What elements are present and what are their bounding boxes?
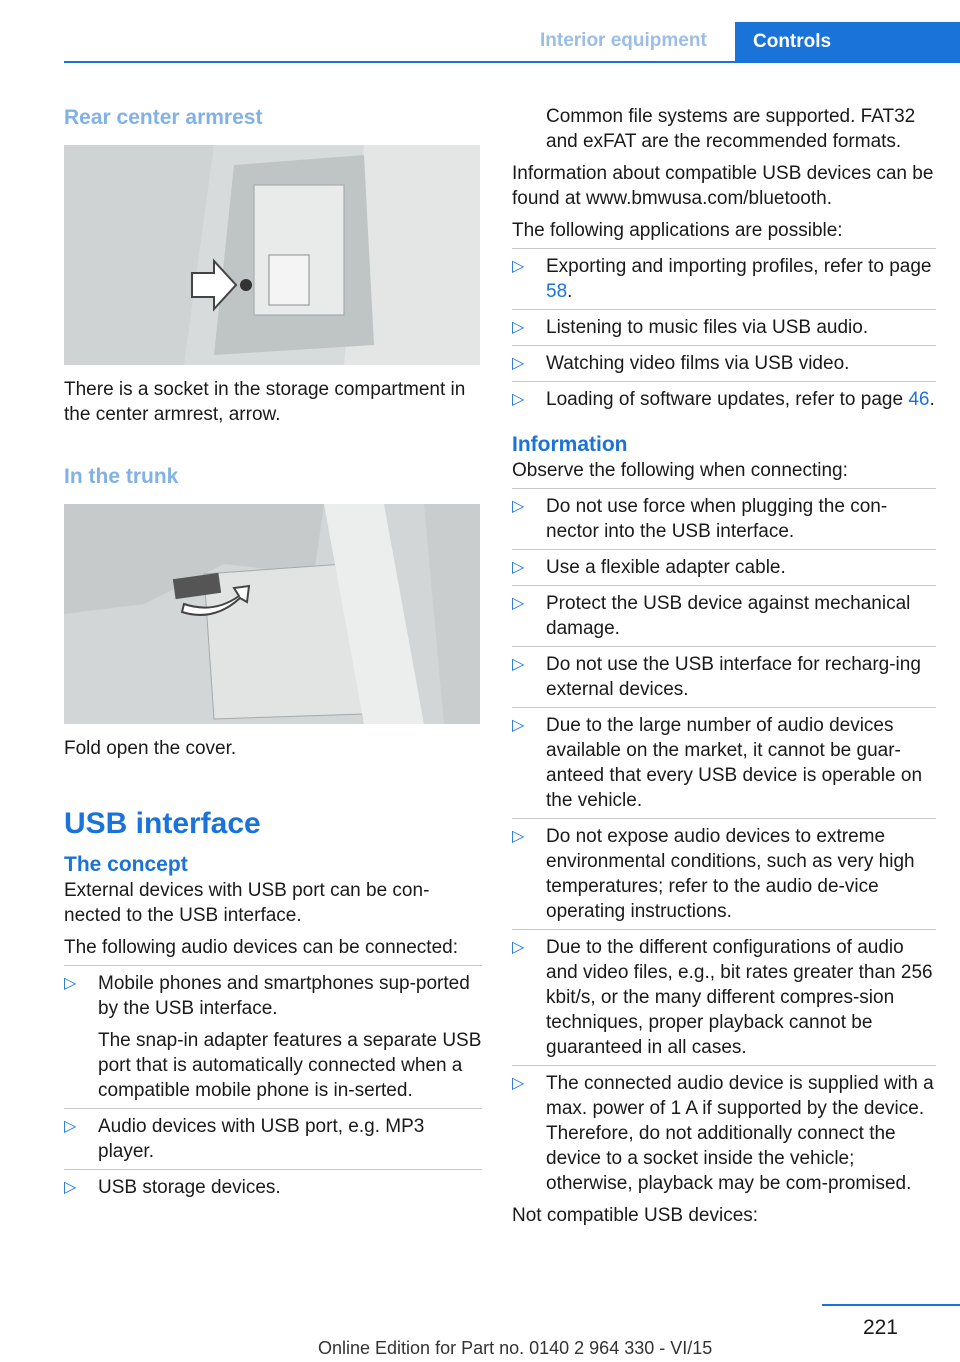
list-item-text: The connected audio device is supplied with a max. power of 1 A if supported by the device. Therefore, do not additionally connect the device to a socket inside the vehicle; otherwise, playback may be com-promised. xyxy=(546,1073,934,1194)
bullet-arrow-icon: ▷ xyxy=(512,258,525,275)
bullet-arrow-icon: ▷ xyxy=(512,559,525,576)
devices-list xyxy=(64,965,482,1205)
list-item xyxy=(64,965,482,1108)
rear-armrest-illustration xyxy=(64,145,480,365)
list-item xyxy=(512,309,936,345)
bullet-arrow-icon: ▷ xyxy=(512,828,525,845)
rear-armrest-heading: Rear center armrest xyxy=(64,106,263,129)
observe-intro: Observe the following when connecting: xyxy=(512,460,848,481)
list-item-text: Mobile phones and smartphones sup-ported by the USB interface. xyxy=(98,973,470,1019)
header-rule xyxy=(64,61,960,63)
list-item-text: Due to the large number of audio devices available on the market, it cannot be guar-anteed that every USB device is operable on the vehicle. xyxy=(546,715,923,811)
bullet-arrow-icon: ▷ xyxy=(512,1075,525,1092)
list-item-text: Use a flexible adapter cable. xyxy=(546,557,786,578)
list-item-text: Protect the USB device against mechanical damage. xyxy=(546,593,911,639)
list-item xyxy=(512,707,936,818)
bullet-arrow-icon: ▷ xyxy=(512,319,525,336)
usb-interface-heading: USB interface xyxy=(64,807,261,840)
bullet-arrow-icon: ▷ xyxy=(512,391,525,408)
bullet-arrow-icon: ▷ xyxy=(512,717,525,734)
edition-footer: Online Edition for Part no. 0140 2 964 330 - VI/15 xyxy=(318,1338,713,1358)
list-item-text: Do not use the USB interface for recharg-ing external devices. xyxy=(546,654,921,700)
trunk-heading: In the trunk xyxy=(64,465,179,488)
not-compatible-intro: Not compatible USB devices: xyxy=(512,1205,759,1226)
list-item-text: Audio devices with USB port, e.g. MP3 player. xyxy=(98,1116,425,1162)
observe-list xyxy=(512,488,936,1201)
list-item xyxy=(512,818,936,929)
left-column xyxy=(64,104,482,1205)
list-item-text: Watching video films via USB video. xyxy=(546,353,850,374)
list-item xyxy=(512,585,936,646)
list-item-text: Exporting and importing profiles, refer to page xyxy=(546,256,932,277)
bullet-arrow-icon: ▷ xyxy=(64,975,77,992)
right-column xyxy=(512,104,936,1228)
applications-list xyxy=(512,248,936,417)
snap-in-note: The snap-in adapter features a separate USB port that is automatically connected when a compatible mobile phone is in-serted. xyxy=(98,1030,482,1101)
concept-heading: The concept xyxy=(64,853,188,876)
page-link-58[interactable]: 58 xyxy=(546,281,568,302)
trunk-caption: Fold open the cover. xyxy=(64,738,237,759)
bullet-arrow-icon: ▷ xyxy=(64,1179,77,1196)
list-item xyxy=(512,248,936,309)
bullet-arrow-icon: ▷ xyxy=(64,1118,77,1135)
concept-text: External devices with USB port can be con-nected to the USB interface. xyxy=(64,880,430,926)
apps-intro: The following applications are possible: xyxy=(512,220,843,241)
list-item xyxy=(512,646,936,707)
compatible-devices-info: Information about compatible USB devices can be found at www.bmwusa.com/bluetooth. xyxy=(512,163,934,209)
list-item-punct: . xyxy=(567,281,573,302)
list-item-text: Loading of software updates, refer to page xyxy=(546,389,909,410)
list-item-text: Do not use force when plugging the con-nector into the USB interface. xyxy=(546,496,888,542)
bullet-arrow-icon: ▷ xyxy=(512,939,525,956)
bullet-arrow-icon: ▷ xyxy=(512,656,525,673)
list-item-text: USB storage devices. xyxy=(98,1177,281,1198)
list-item-text: Listening to music files via USB audio. xyxy=(546,317,869,338)
devices-intro: The following audio devices can be connected: xyxy=(64,937,458,958)
rear-armrest-caption: There is a socket in the storage compartment in the center armrest, arrow. xyxy=(64,379,466,425)
file-systems-note: Common file systems are supported. FAT32 and exFAT are the recommended formats. xyxy=(546,106,916,152)
list-item-text: Do not expose audio devices to extreme environmental conditions, such as very high temperatures; refer to the audio de-vice operating instructions. xyxy=(546,826,915,922)
list-item xyxy=(512,381,936,417)
trunk-illustration xyxy=(64,504,480,724)
list-item xyxy=(64,1108,482,1169)
footer-rule xyxy=(822,1304,960,1306)
list-item-punct: . xyxy=(929,389,935,410)
list-item xyxy=(512,345,936,381)
trunk-figure xyxy=(64,504,480,724)
information-heading: Information xyxy=(512,433,628,456)
header-tab-controls: Controls xyxy=(735,22,960,61)
list-item xyxy=(512,1065,936,1201)
bullet-arrow-icon: ▷ xyxy=(512,595,525,612)
header-section: Interior equipment xyxy=(540,30,707,51)
list-item xyxy=(512,549,936,585)
page-link-46[interactable]: 46 xyxy=(908,389,930,410)
list-item xyxy=(64,1169,482,1205)
bullet-arrow-icon: ▷ xyxy=(512,498,525,515)
bullet-arrow-icon: ▷ xyxy=(512,355,525,372)
page-number: 221 xyxy=(862,1316,898,1339)
list-item xyxy=(512,929,936,1065)
rear-armrest-figure xyxy=(64,145,480,365)
list-item xyxy=(512,488,936,549)
list-item-text: Due to the different configurations of audio and video files, e.g., bit rates greater than 256 kbit/s, or the many different compres-sion techniques, proper playback cannot be guaranteed in all cases. xyxy=(546,937,933,1058)
